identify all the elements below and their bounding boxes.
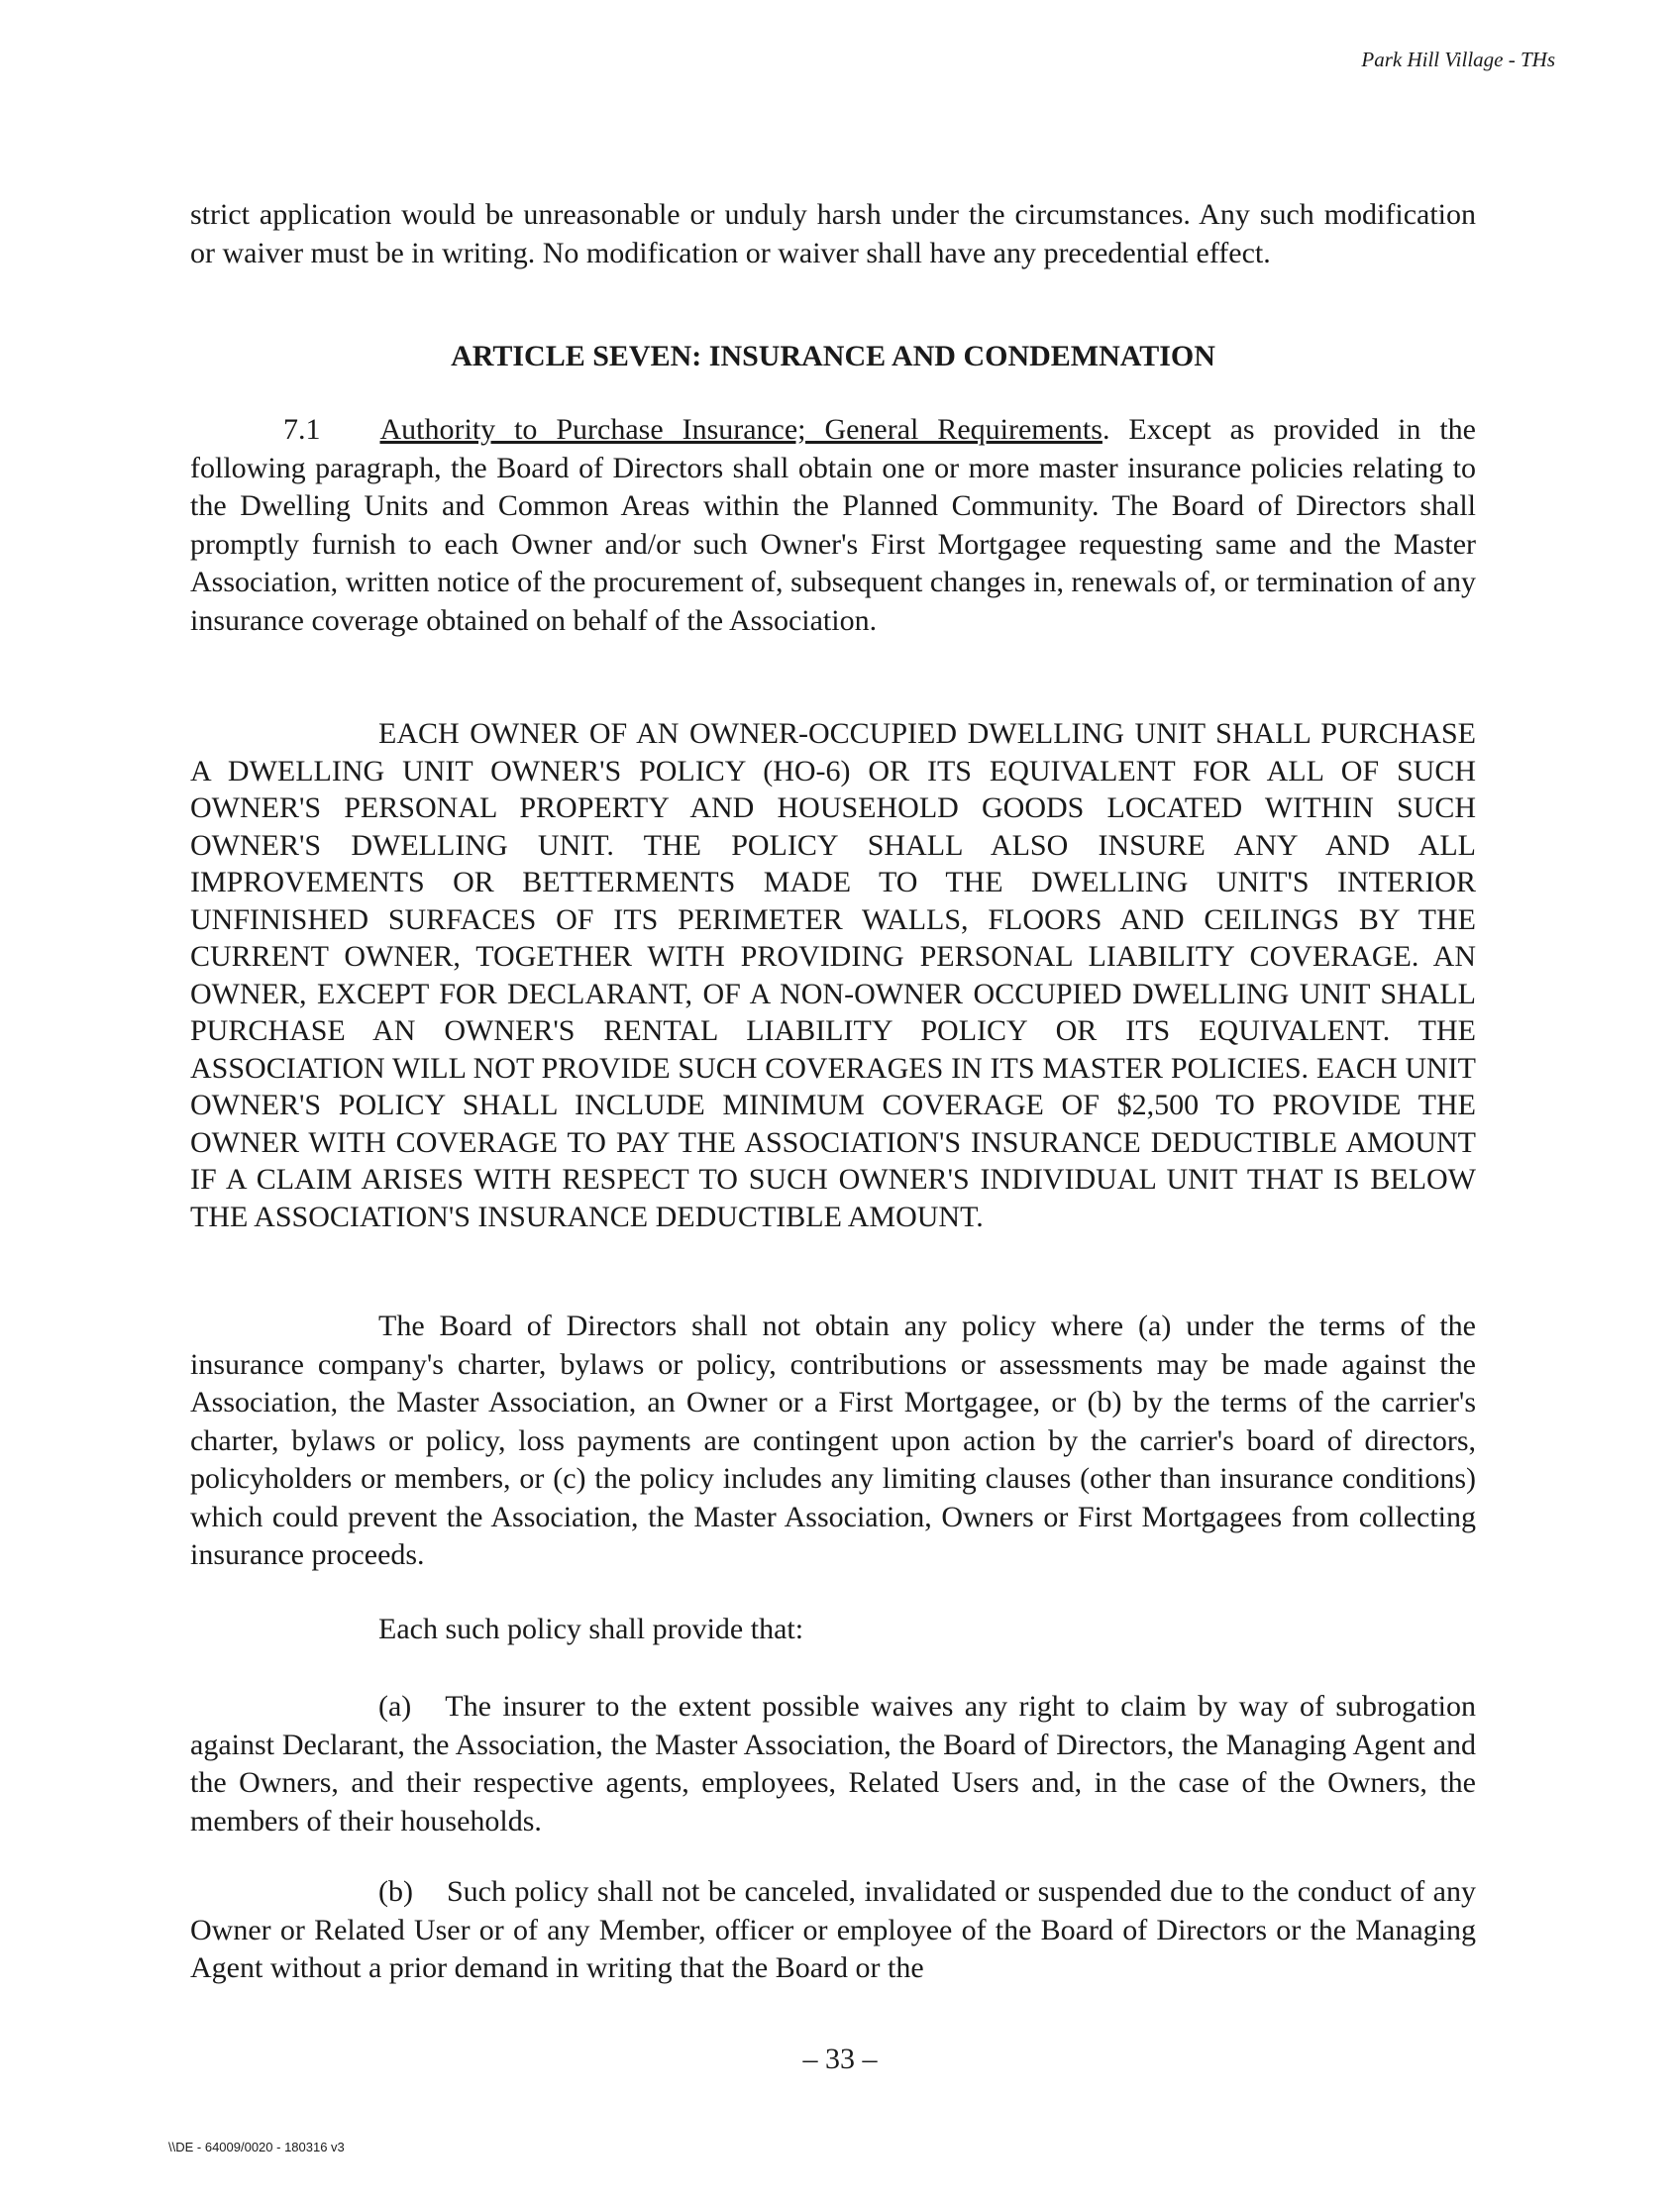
policy-restrictions-paragraph: The Board of Directors shall not obtain any policy where (a) under the terms of the insurance company's charter, bylaws or policy, contributions or assessments may be made against the Association, the Master Association, an Owner or a First Mortgagee, or (b) by the terms of the carrier's charter, bylaws or policy, loss payments are contingent upon action by the carrier's board of directors, policyholders or members, or (c) the policy includes any limiting clauses (other than insurance conditions) which could prevent the Association, the Master Association, Owners or First Mortgagees from collecting insurance proceeds.: [190, 1310, 1476, 1571]
provision-text: Such policy shall not be canceled, invalidated or suspended due to the conduct of any Owner or Related User or of any Member, officer or employee of the Board of Directors or the Managing Agent without a prior demand in writing that the Board or the: [190, 1875, 1476, 1984]
running-header: Park Hill Village - THs: [1361, 48, 1555, 71]
document-id: \\DE - 64009/0020 - 180316 v3: [168, 2140, 345, 2154]
policy-provisions-intro: Each such policy shall provide that:: [378, 1613, 804, 1645]
section-number: 7.1: [283, 413, 321, 446]
provision-text: The insurer to the extent possible waives any right to claim by way of subrogation against Declarant, the Association, the Master Association, the Board of Directors, the Managing Agent and the Owners, and their respective agents, employees, Related Users and, in the case of the Owners, the members of their households.: [190, 1690, 1476, 1837]
provision-label: (a): [378, 1690, 412, 1723]
provision-a: [190, 1688, 1476, 1840]
owner-policy-paragraph: EACH OWNER OF AN OWNER-OCCUPIED DWELLING UNIT SHALL PURCHASE A DWELLING UNIT OWNER'S POLICY (HO-6) OR ITS EQUIVALENT FOR ALL OF SUCH OWNER'S PERSONAL PROPERTY AND HOUSEHOLD GOODS LOCATED WITHIN SUCH OWNER'S DWELLING UNIT. THE POLICY SHALL ALSO INSURE ANY AND ALL IMPROVEMENTS OR BETTERMENTS MADE TO THE DWELLING UNIT'S INTERIOR UNFINISHED SURFACES OF ITS PERIMETER WALLS, FLOORS AND CEILINGS BY THE CURRENT OWNER, TOGETHER WITH PROVIDING PERSONAL LIABILITY COVERAGE. AN OWNER, EXCEPT FOR DECLARANT, OF A NON-OWNER OCCUPIED DWELLING UNIT SHALL PURCHASE AN OWNER'S RENTAL LIABILITY POLICY OR ITS EQUIVALENT. THE ASSOCIATION WILL NOT PROVIDE SUCH COVERAGES IN ITS MASTER POLICIES. EACH UNIT OWNER'S POLICY SHALL INCLUDE MINIMUM COVERAGE OF $2,500 TO PROVIDE THE OWNER WITH COVERAGE TO PAY THE ASSOCIATION'S INSURANCE DEDUCTIBLE AMOUNT IF A CLAIM ARISES WITH RESPECT TO SUCH OWNER'S INDIVIDUAL UNIT THAT IS BELOW THE ASSOCIATION'S INSURANCE DEDUCTIBLE AMOUNT.: [190, 717, 1476, 1233]
provision-label: (b): [378, 1875, 413, 1908]
section-7-1: [190, 411, 1476, 640]
section-text: . Except as provided in the following paragraph, the Board of Directors shall obtain one or more master insurance policies relating to the Dwelling Units and Common Areas within the Planned Community. The Board of Directors shall promptly furnish to each Owner and/or such Owner's First Mortgagee requesting same and the Master Association, written notice of the procurement of, subsequent changes in, renewals of, or termination of any insurance coverage obtained on behalf of the Association.: [190, 413, 1476, 637]
page-number: – 33 –: [802, 2043, 878, 2075]
paragraph-continuation: strict application would be unreasonable or unduly harsh under the circumstances. Any such modification or waiver must be in writing. No modification or waiver shall have any precedential effect.: [190, 198, 1476, 269]
article-heading: ARTICLE SEVEN: INSURANCE AND CONDEMNATION: [451, 340, 1215, 372]
provision-b: [190, 1873, 1476, 1988]
section-title: Authority to Purchase Insurance; General Requirements: [379, 413, 1102, 446]
